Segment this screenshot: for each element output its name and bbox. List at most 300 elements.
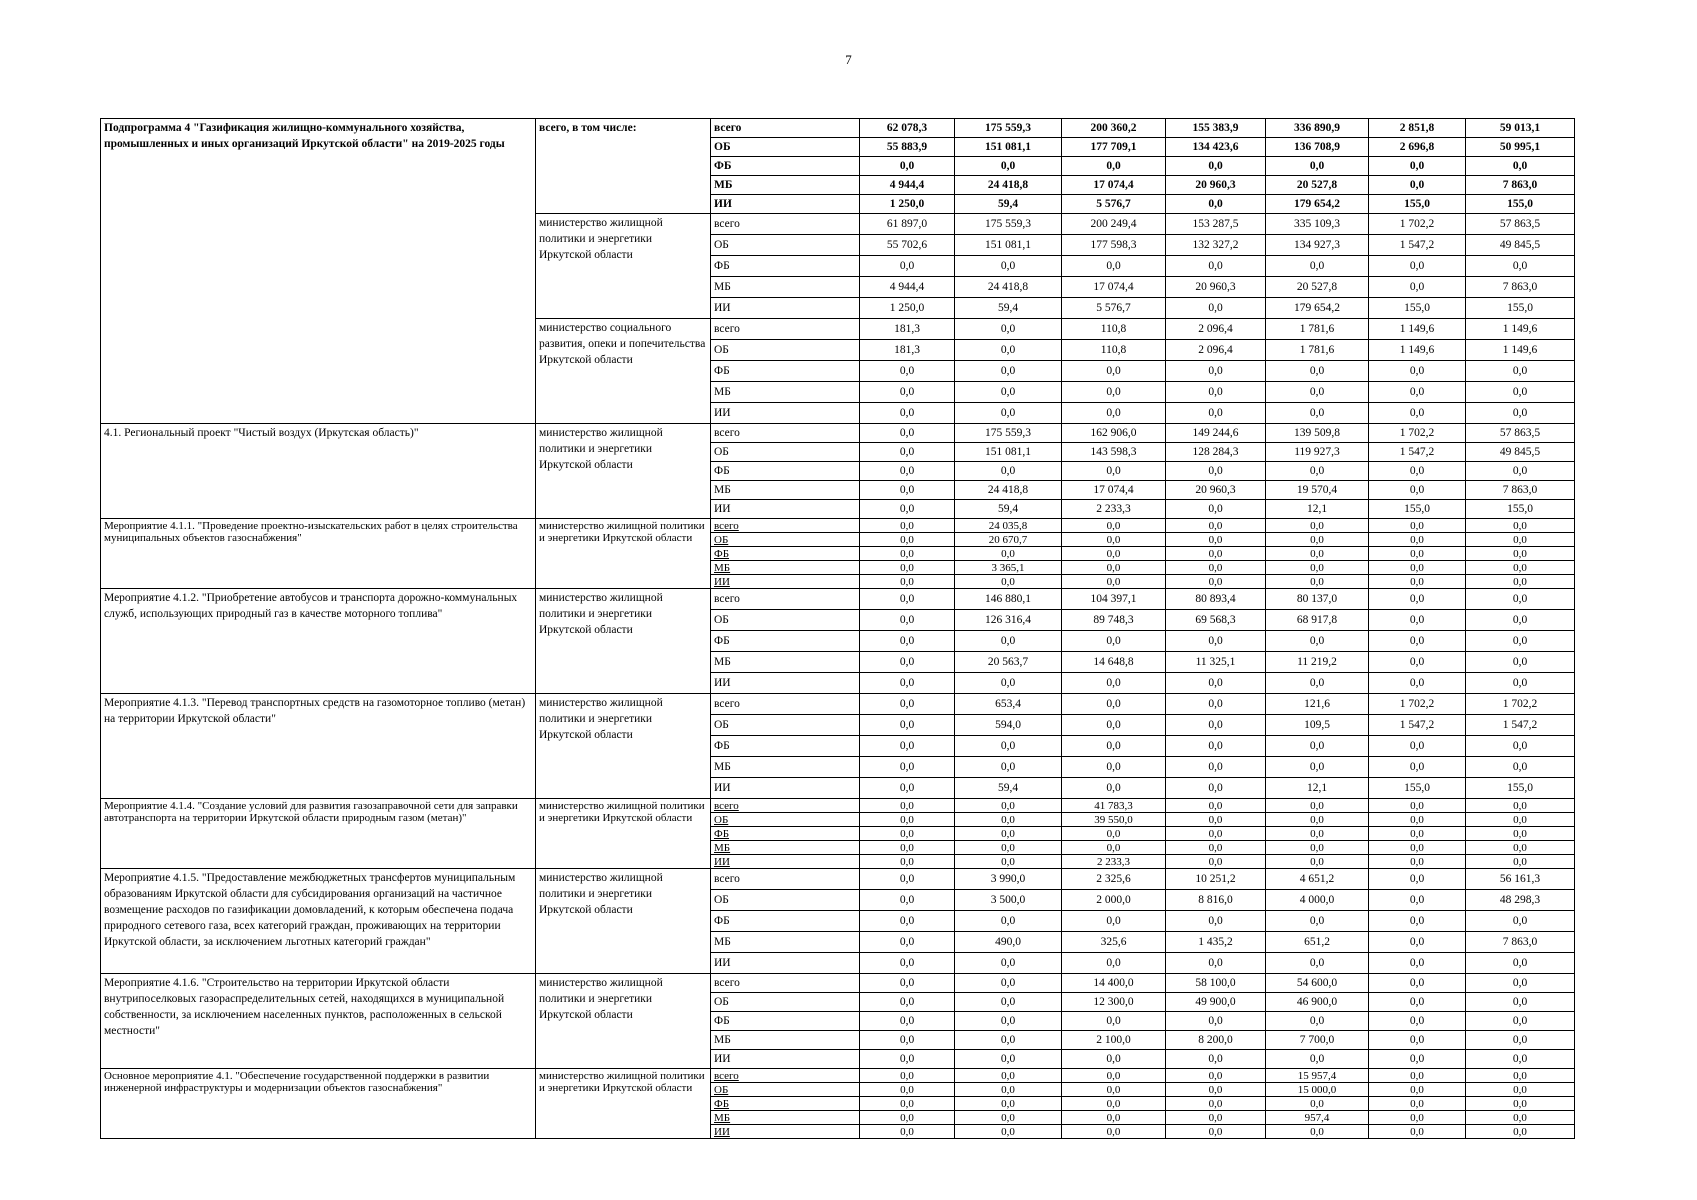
amount-cell: 0,0 xyxy=(955,462,1062,481)
amount-cell: 0,0 xyxy=(1466,736,1575,757)
amount-cell: 1 250,0 xyxy=(860,298,955,319)
amount-cell: 0,0 xyxy=(1266,673,1369,694)
amount-cell: 0,0 xyxy=(1166,1069,1266,1083)
amount-cell: 155,0 xyxy=(1466,298,1575,319)
amount-cell: 0,0 xyxy=(1062,736,1166,757)
amount-cell: 4 944,4 xyxy=(860,176,955,195)
amount-cell: 17 074,4 xyxy=(1062,277,1166,298)
responsible-cell: министерство жилищной политики и энергетики Иркутской области xyxy=(536,974,711,1069)
amount-cell: 0,0 xyxy=(1369,813,1466,827)
amount-cell: 0,0 xyxy=(955,673,1062,694)
amount-cell: 0,0 xyxy=(955,799,1062,813)
amount-cell: 0,0 xyxy=(1369,673,1466,694)
amount-cell: 0,0 xyxy=(1166,1050,1266,1069)
amount-cell: 17 074,4 xyxy=(1062,176,1166,195)
amount-cell: 0,0 xyxy=(1062,631,1166,652)
amount-cell: 0,0 xyxy=(1062,403,1166,424)
amount-cell: 0,0 xyxy=(1166,533,1266,547)
funding-source-cell: МБ xyxy=(711,932,860,953)
amount-cell: 0,0 xyxy=(1166,256,1266,277)
amount-cell: 0,0 xyxy=(860,424,955,443)
amount-cell: 0,0 xyxy=(1369,481,1466,500)
amount-cell: 134 927,3 xyxy=(1266,235,1369,256)
amount-cell: 1 781,6 xyxy=(1266,319,1369,340)
amount-cell: 134 423,6 xyxy=(1166,138,1266,157)
amount-cell: 5 576,7 xyxy=(1062,195,1166,214)
funding-source-cell: всего xyxy=(711,214,860,235)
amount-cell: 0,0 xyxy=(1369,403,1466,424)
amount-cell: 0,0 xyxy=(860,443,955,462)
amount-cell: 0,0 xyxy=(860,736,955,757)
amount-cell: 0,0 xyxy=(1062,519,1166,533)
amount-cell: 0,0 xyxy=(1466,575,1575,589)
amount-cell: 15 000,0 xyxy=(1266,1083,1369,1097)
amount-cell: 0,0 xyxy=(860,1083,955,1097)
amount-cell: 3 990,0 xyxy=(955,869,1062,890)
funding-source-cell: всего xyxy=(711,869,860,890)
amount-cell: 0,0 xyxy=(1166,1083,1266,1097)
amount-cell: 0,0 xyxy=(1466,1012,1575,1031)
amount-cell: 0,0 xyxy=(1466,757,1575,778)
amount-cell: 41 783,3 xyxy=(1062,799,1166,813)
amount-cell: 0,0 xyxy=(1166,462,1266,481)
amount-cell: 0,0 xyxy=(1166,813,1266,827)
amount-cell: 0,0 xyxy=(1466,1097,1575,1111)
amount-cell: 0,0 xyxy=(955,855,1062,869)
amount-cell: 0,0 xyxy=(860,575,955,589)
responsible-cell: министерство жилищной политики и энергетики Иркутской области xyxy=(536,214,711,319)
amount-cell: 121,6 xyxy=(1266,694,1369,715)
amount-cell: 0,0 xyxy=(955,827,1062,841)
amount-cell: 0,0 xyxy=(860,519,955,533)
amount-cell: 46 900,0 xyxy=(1266,993,1369,1012)
amount-cell: 0,0 xyxy=(1369,256,1466,277)
amount-cell: 0,0 xyxy=(1166,382,1266,403)
amount-cell: 1 149,6 xyxy=(1466,340,1575,361)
amount-cell: 490,0 xyxy=(955,932,1062,953)
funding-source-cell: ФБ xyxy=(711,361,860,382)
amount-cell: 153 287,5 xyxy=(1166,214,1266,235)
amount-cell: 0,0 xyxy=(1166,911,1266,932)
amount-cell: 0,0 xyxy=(1466,974,1575,993)
amount-cell: 325,6 xyxy=(1062,932,1166,953)
amount-cell: 0,0 xyxy=(955,1069,1062,1083)
amount-cell: 3 365,1 xyxy=(955,561,1062,575)
amount-cell: 0,0 xyxy=(1166,757,1266,778)
amount-cell: 155,0 xyxy=(1369,500,1466,519)
amount-cell: 957,4 xyxy=(1266,1111,1369,1125)
amount-cell: 57 863,5 xyxy=(1466,424,1575,443)
amount-cell: 59,4 xyxy=(955,195,1062,214)
funding-source-cell: всего xyxy=(711,319,860,340)
amount-cell: 2 851,8 xyxy=(1369,119,1466,138)
amount-cell: 143 598,3 xyxy=(1062,443,1166,462)
amount-cell: 17 074,4 xyxy=(1062,481,1166,500)
amount-cell: 7 700,0 xyxy=(1266,1031,1369,1050)
table-row xyxy=(101,1069,1575,1083)
amount-cell: 0,0 xyxy=(955,1050,1062,1069)
amount-cell: 39 550,0 xyxy=(1062,813,1166,827)
amount-cell: 0,0 xyxy=(1166,855,1266,869)
amount-cell: 155,0 xyxy=(1466,778,1575,799)
amount-cell: 0,0 xyxy=(1369,1050,1466,1069)
amount-cell: 0,0 xyxy=(1369,932,1466,953)
amount-cell: 0,0 xyxy=(1266,403,1369,424)
amount-cell: 1 149,6 xyxy=(1369,340,1466,361)
amount-cell: 0,0 xyxy=(860,813,955,827)
program-name-cell: Мероприятие 4.1.5. "Предоставление межбюджетных трансфертов муниципальным образованиям Иркутской области для субсидирования организаций на частичное возмещение расходов по газификации домовладений, к которым обеспечена подача природного сетевого газа, всех категорий граждан, проживающих на территории Иркутской области, за исключением льготных категорий граждан" xyxy=(101,869,536,974)
amount-cell: 24 418,8 xyxy=(955,277,1062,298)
amount-cell: 20 960,3 xyxy=(1166,481,1266,500)
amount-cell: 0,0 xyxy=(1062,827,1166,841)
amount-cell: 651,2 xyxy=(1266,932,1369,953)
amount-cell: 0,0 xyxy=(1266,519,1369,533)
amount-cell: 0,0 xyxy=(1266,827,1369,841)
amount-cell: 0,0 xyxy=(1062,1050,1166,1069)
amount-cell: 0,0 xyxy=(860,855,955,869)
amount-cell: 0,0 xyxy=(1166,778,1266,799)
amount-cell: 0,0 xyxy=(860,1097,955,1111)
table-body xyxy=(101,119,1575,1139)
amount-cell: 0,0 xyxy=(860,462,955,481)
amount-cell: 0,0 xyxy=(955,974,1062,993)
funding-source-cell: ФБ xyxy=(711,1097,860,1111)
amount-cell: 0,0 xyxy=(1466,953,1575,974)
amount-cell: 0,0 xyxy=(1166,673,1266,694)
amount-cell: 0,0 xyxy=(1266,575,1369,589)
amount-cell: 0,0 xyxy=(1062,1125,1166,1139)
amount-cell: 57 863,5 xyxy=(1466,214,1575,235)
amount-cell: 0,0 xyxy=(860,869,955,890)
amount-cell: 0,0 xyxy=(1369,1012,1466,1031)
amount-cell: 0,0 xyxy=(860,673,955,694)
amount-cell: 0,0 xyxy=(1466,631,1575,652)
amount-cell: 0,0 xyxy=(860,1111,955,1125)
amount-cell: 0,0 xyxy=(955,403,1062,424)
program-name-cell: Мероприятие 4.1.4. "Создание условий для развития газозаправочной сети для заправки автотранспорта на территории Иркутской области природным газом (метан)" xyxy=(101,799,536,869)
amount-cell: 151 081,1 xyxy=(955,138,1062,157)
amount-cell: 59,4 xyxy=(955,778,1062,799)
amount-cell: 155,0 xyxy=(1369,195,1466,214)
amount-cell: 0,0 xyxy=(1062,533,1166,547)
amount-cell: 62 078,3 xyxy=(860,119,955,138)
amount-cell: 4 000,0 xyxy=(1266,890,1369,911)
responsible-cell: министерство жилищной политики и энергетики Иркутской области xyxy=(536,694,711,799)
amount-cell: 0,0 xyxy=(860,561,955,575)
amount-cell: 0,0 xyxy=(1166,403,1266,424)
amount-cell: 0,0 xyxy=(1369,953,1466,974)
amount-cell: 0,0 xyxy=(1369,610,1466,631)
amount-cell: 8 200,0 xyxy=(1166,1031,1266,1050)
amount-cell: 5 576,7 xyxy=(1062,298,1166,319)
amount-cell: 0,0 xyxy=(955,1125,1062,1139)
amount-cell: 59,4 xyxy=(955,298,1062,319)
funding-source-cell: ИИ xyxy=(711,855,860,869)
amount-cell: 155,0 xyxy=(1369,778,1466,799)
amount-cell: 0,0 xyxy=(1166,694,1266,715)
amount-cell: 335 109,3 xyxy=(1266,214,1369,235)
amount-cell: 175 559,3 xyxy=(955,424,1062,443)
amount-cell: 89 748,3 xyxy=(1062,610,1166,631)
amount-cell: 119 927,3 xyxy=(1266,443,1369,462)
funding-source-cell: ФБ xyxy=(711,1012,860,1031)
amount-cell: 0,0 xyxy=(1266,799,1369,813)
amount-cell: 128 284,3 xyxy=(1166,443,1266,462)
amount-cell: 0,0 xyxy=(1369,1111,1466,1125)
amount-cell: 0,0 xyxy=(860,631,955,652)
amount-cell: 0,0 xyxy=(1369,547,1466,561)
amount-cell: 0,0 xyxy=(955,813,1062,827)
amount-cell: 0,0 xyxy=(1166,827,1266,841)
amount-cell: 0,0 xyxy=(860,361,955,382)
funding-source-cell: МБ xyxy=(711,561,860,575)
amount-cell: 0,0 xyxy=(1369,890,1466,911)
table-row xyxy=(101,694,1575,715)
amount-cell: 56 161,3 xyxy=(1466,869,1575,890)
amount-cell: 0,0 xyxy=(1062,841,1166,855)
funding-source-cell: ОБ xyxy=(711,610,860,631)
amount-cell: 0,0 xyxy=(860,1050,955,1069)
amount-cell: 7 863,0 xyxy=(1466,176,1575,195)
amount-cell: 0,0 xyxy=(1062,911,1166,932)
funding-source-cell: ИИ xyxy=(711,778,860,799)
funding-source-cell: МБ xyxy=(711,841,860,855)
amount-cell: 0,0 xyxy=(1166,547,1266,561)
amount-cell: 0,0 xyxy=(1466,1050,1575,1069)
amount-cell: 12,1 xyxy=(1266,778,1369,799)
amount-cell: 0,0 xyxy=(860,827,955,841)
amount-cell: 0,0 xyxy=(860,890,955,911)
amount-cell: 0,0 xyxy=(860,500,955,519)
amount-cell: 0,0 xyxy=(1466,256,1575,277)
amount-cell: 0,0 xyxy=(860,1125,955,1139)
amount-cell: 0,0 xyxy=(860,256,955,277)
amount-cell: 0,0 xyxy=(1062,757,1166,778)
funding-source-cell: ИИ xyxy=(711,298,860,319)
amount-cell: 200 249,4 xyxy=(1062,214,1166,235)
amount-cell: 0,0 xyxy=(1266,1050,1369,1069)
amount-cell: 146 880,1 xyxy=(955,589,1062,610)
amount-cell: 0,0 xyxy=(955,361,1062,382)
amount-cell: 1 781,6 xyxy=(1266,340,1369,361)
amount-cell: 0,0 xyxy=(860,1031,955,1050)
amount-cell: 0,0 xyxy=(860,757,955,778)
amount-cell: 0,0 xyxy=(1369,589,1466,610)
funding-source-cell: ОБ xyxy=(711,1083,860,1097)
amount-cell: 24 035,8 xyxy=(955,519,1062,533)
amount-cell: 0,0 xyxy=(1466,841,1575,855)
amount-cell: 59,4 xyxy=(955,500,1062,519)
amount-cell: 0,0 xyxy=(1369,974,1466,993)
amount-cell: 0,0 xyxy=(1369,911,1466,932)
funding-source-cell: ФБ xyxy=(711,631,860,652)
amount-cell: 1 547,2 xyxy=(1466,715,1575,736)
amount-cell: 12 300,0 xyxy=(1062,993,1166,1012)
amount-cell: 0,0 xyxy=(1466,1031,1575,1050)
amount-cell: 0,0 xyxy=(860,841,955,855)
amount-cell: 0,0 xyxy=(1166,519,1266,533)
amount-cell: 0,0 xyxy=(955,547,1062,561)
amount-cell: 0,0 xyxy=(1266,256,1369,277)
amount-cell: 0,0 xyxy=(1062,953,1166,974)
amount-cell: 49 845,5 xyxy=(1466,235,1575,256)
amount-cell: 0,0 xyxy=(860,953,955,974)
amount-cell: 1 702,2 xyxy=(1369,214,1466,235)
amount-cell: 0,0 xyxy=(1062,575,1166,589)
amount-cell: 0,0 xyxy=(955,1012,1062,1031)
amount-cell: 0,0 xyxy=(1266,547,1369,561)
amount-cell: 0,0 xyxy=(1369,561,1466,575)
amount-cell: 151 081,1 xyxy=(955,443,1062,462)
amount-cell: 0,0 xyxy=(1369,757,1466,778)
funding-source-cell: МБ xyxy=(711,481,860,500)
amount-cell: 0,0 xyxy=(1266,631,1369,652)
amount-cell: 0,0 xyxy=(1266,855,1369,869)
amount-cell: 0,0 xyxy=(1466,1125,1575,1139)
amount-cell: 0,0 xyxy=(860,715,955,736)
amount-cell: 179 654,2 xyxy=(1266,298,1369,319)
funding-source-cell: всего xyxy=(711,519,860,533)
amount-cell: 20 670,7 xyxy=(955,533,1062,547)
amount-cell: 0,0 xyxy=(955,993,1062,1012)
amount-cell: 1 250,0 xyxy=(860,195,955,214)
amount-cell: 177 709,1 xyxy=(1062,138,1166,157)
amount-cell: 110,8 xyxy=(1062,340,1166,361)
amount-cell: 0,0 xyxy=(955,631,1062,652)
amount-cell: 1 702,2 xyxy=(1466,694,1575,715)
funding-source-cell: всего xyxy=(711,119,860,138)
amount-cell: 0,0 xyxy=(1062,673,1166,694)
table-row xyxy=(101,869,1575,890)
funding-source-cell: ИИ xyxy=(711,403,860,424)
amount-cell: 0,0 xyxy=(1466,652,1575,673)
amount-cell: 0,0 xyxy=(1062,694,1166,715)
amount-cell: 0,0 xyxy=(1166,1111,1266,1125)
amount-cell: 2 100,0 xyxy=(1062,1031,1166,1050)
funding-source-cell: всего xyxy=(711,1069,860,1083)
amount-cell: 7 863,0 xyxy=(1466,932,1575,953)
amount-cell: 175 559,3 xyxy=(955,119,1062,138)
amount-cell: 0,0 xyxy=(1369,176,1466,195)
funding-source-cell: ФБ xyxy=(711,157,860,176)
amount-cell: 0,0 xyxy=(1166,1125,1266,1139)
page-number: 7 xyxy=(845,52,852,67)
amount-cell: 0,0 xyxy=(1266,382,1369,403)
amount-cell: 24 418,8 xyxy=(955,481,1062,500)
amount-cell: 0,0 xyxy=(860,533,955,547)
amount-cell: 155,0 xyxy=(1369,298,1466,319)
amount-cell: 155 383,9 xyxy=(1166,119,1266,138)
funding-source-cell: ОБ xyxy=(711,443,860,462)
amount-cell: 0,0 xyxy=(1466,519,1575,533)
responsible-cell: министерство жилищной политики и энергетики Иркутской области xyxy=(536,869,711,974)
amount-cell: 0,0 xyxy=(1062,1012,1166,1031)
amount-cell: 0,0 xyxy=(860,652,955,673)
amount-cell: 126 316,4 xyxy=(955,610,1062,631)
amount-cell: 149 244,6 xyxy=(1166,424,1266,443)
amount-cell: 155,0 xyxy=(1466,500,1575,519)
amount-cell: 0,0 xyxy=(955,256,1062,277)
amount-cell: 0,0 xyxy=(1166,157,1266,176)
program-name-cell: Мероприятие 4.1.1. "Проведение проектно-изыскательских работ в целях строительства муниципальных объектов газоснабжения" xyxy=(101,519,536,589)
amount-cell: 0,0 xyxy=(1266,736,1369,757)
amount-cell: 1 547,2 xyxy=(1369,235,1466,256)
program-name-cell: Мероприятие 4.1.6. "Строительство на территории Иркутской области внутрипоселковых газораспределительных сетей, находящихся в муниципальной собственности, за исключением населенных пунктов, расположенных в сельской местности" xyxy=(101,974,536,1069)
amount-cell: 0,0 xyxy=(955,157,1062,176)
amount-cell: 54 600,0 xyxy=(1266,974,1369,993)
amount-cell: 48 298,3 xyxy=(1466,890,1575,911)
funding-source-cell: ОБ xyxy=(711,235,860,256)
responsible-cell: министерство жилищной политики и энергетики Иркутской области xyxy=(536,1069,711,1139)
amount-cell: 0,0 xyxy=(860,547,955,561)
amount-cell: 0,0 xyxy=(1369,1083,1466,1097)
amount-cell: 0,0 xyxy=(1166,841,1266,855)
program-name-cell: Подпрограмма 4 "Газификация жилищно-коммунального хозяйства, промышленных и иных организаций Иркутской области" на 2019-2025 годы xyxy=(101,119,536,424)
amount-cell: 2 233,3 xyxy=(1062,500,1166,519)
amount-cell: 0,0 xyxy=(1062,778,1166,799)
amount-cell: 0,0 xyxy=(1166,575,1266,589)
amount-cell: 2 696,8 xyxy=(1369,138,1466,157)
amount-cell: 0,0 xyxy=(955,319,1062,340)
amount-cell: 0,0 xyxy=(1166,298,1266,319)
amount-cell: 0,0 xyxy=(1369,519,1466,533)
amount-cell: 0,0 xyxy=(1166,1012,1266,1031)
funding-source-cell: МБ xyxy=(711,176,860,195)
amount-cell: 0,0 xyxy=(1466,361,1575,382)
amount-cell: 0,0 xyxy=(1166,361,1266,382)
amount-cell: 0,0 xyxy=(860,993,955,1012)
amount-cell: 0,0 xyxy=(1266,813,1369,827)
amount-cell: 0,0 xyxy=(1369,277,1466,298)
program-name-cell: 4.1. Региональный проект "Чистый воздух (Иркутская область)" xyxy=(101,424,536,519)
amount-cell: 0,0 xyxy=(1369,462,1466,481)
funding-source-cell: ОБ xyxy=(711,533,860,547)
funding-source-cell: ИИ xyxy=(711,953,860,974)
amount-cell: 0,0 xyxy=(860,157,955,176)
amount-cell: 58 100,0 xyxy=(1166,974,1266,993)
table-row xyxy=(101,799,1575,813)
amount-cell: 7 863,0 xyxy=(1466,277,1575,298)
amount-cell: 179 654,2 xyxy=(1266,195,1369,214)
amount-cell: 8 816,0 xyxy=(1166,890,1266,911)
amount-cell: 0,0 xyxy=(1466,157,1575,176)
funding-source-cell: ИИ xyxy=(711,1125,860,1139)
funding-source-cell: ФБ xyxy=(711,256,860,277)
amount-cell: 0,0 xyxy=(1266,561,1369,575)
amount-cell: 139 509,8 xyxy=(1266,424,1369,443)
funding-source-cell: ОБ xyxy=(711,340,860,361)
funding-source-cell: ОБ xyxy=(711,890,860,911)
funding-source-cell: всего xyxy=(711,694,860,715)
amount-cell: 20 960,3 xyxy=(1166,277,1266,298)
amount-cell: 3 500,0 xyxy=(955,890,1062,911)
responsible-cell: министерство жилищной политики и энергетики Иркутской области xyxy=(536,519,711,589)
amount-cell: 0,0 xyxy=(1369,855,1466,869)
table-row xyxy=(101,424,1575,443)
funding-source-cell: МБ xyxy=(711,277,860,298)
amount-cell: 0,0 xyxy=(1266,533,1369,547)
amount-cell: 0,0 xyxy=(860,403,955,424)
amount-cell: 132 327,2 xyxy=(1166,235,1266,256)
amount-cell: 109,5 xyxy=(1266,715,1369,736)
amount-cell: 0,0 xyxy=(1466,589,1575,610)
amount-cell: 0,0 xyxy=(1369,157,1466,176)
amount-cell: 0,0 xyxy=(1266,462,1369,481)
amount-cell: 0,0 xyxy=(1369,1069,1466,1083)
funding-source-cell: МБ xyxy=(711,1111,860,1125)
amount-cell: 0,0 xyxy=(1166,736,1266,757)
amount-cell: 1 702,2 xyxy=(1369,424,1466,443)
